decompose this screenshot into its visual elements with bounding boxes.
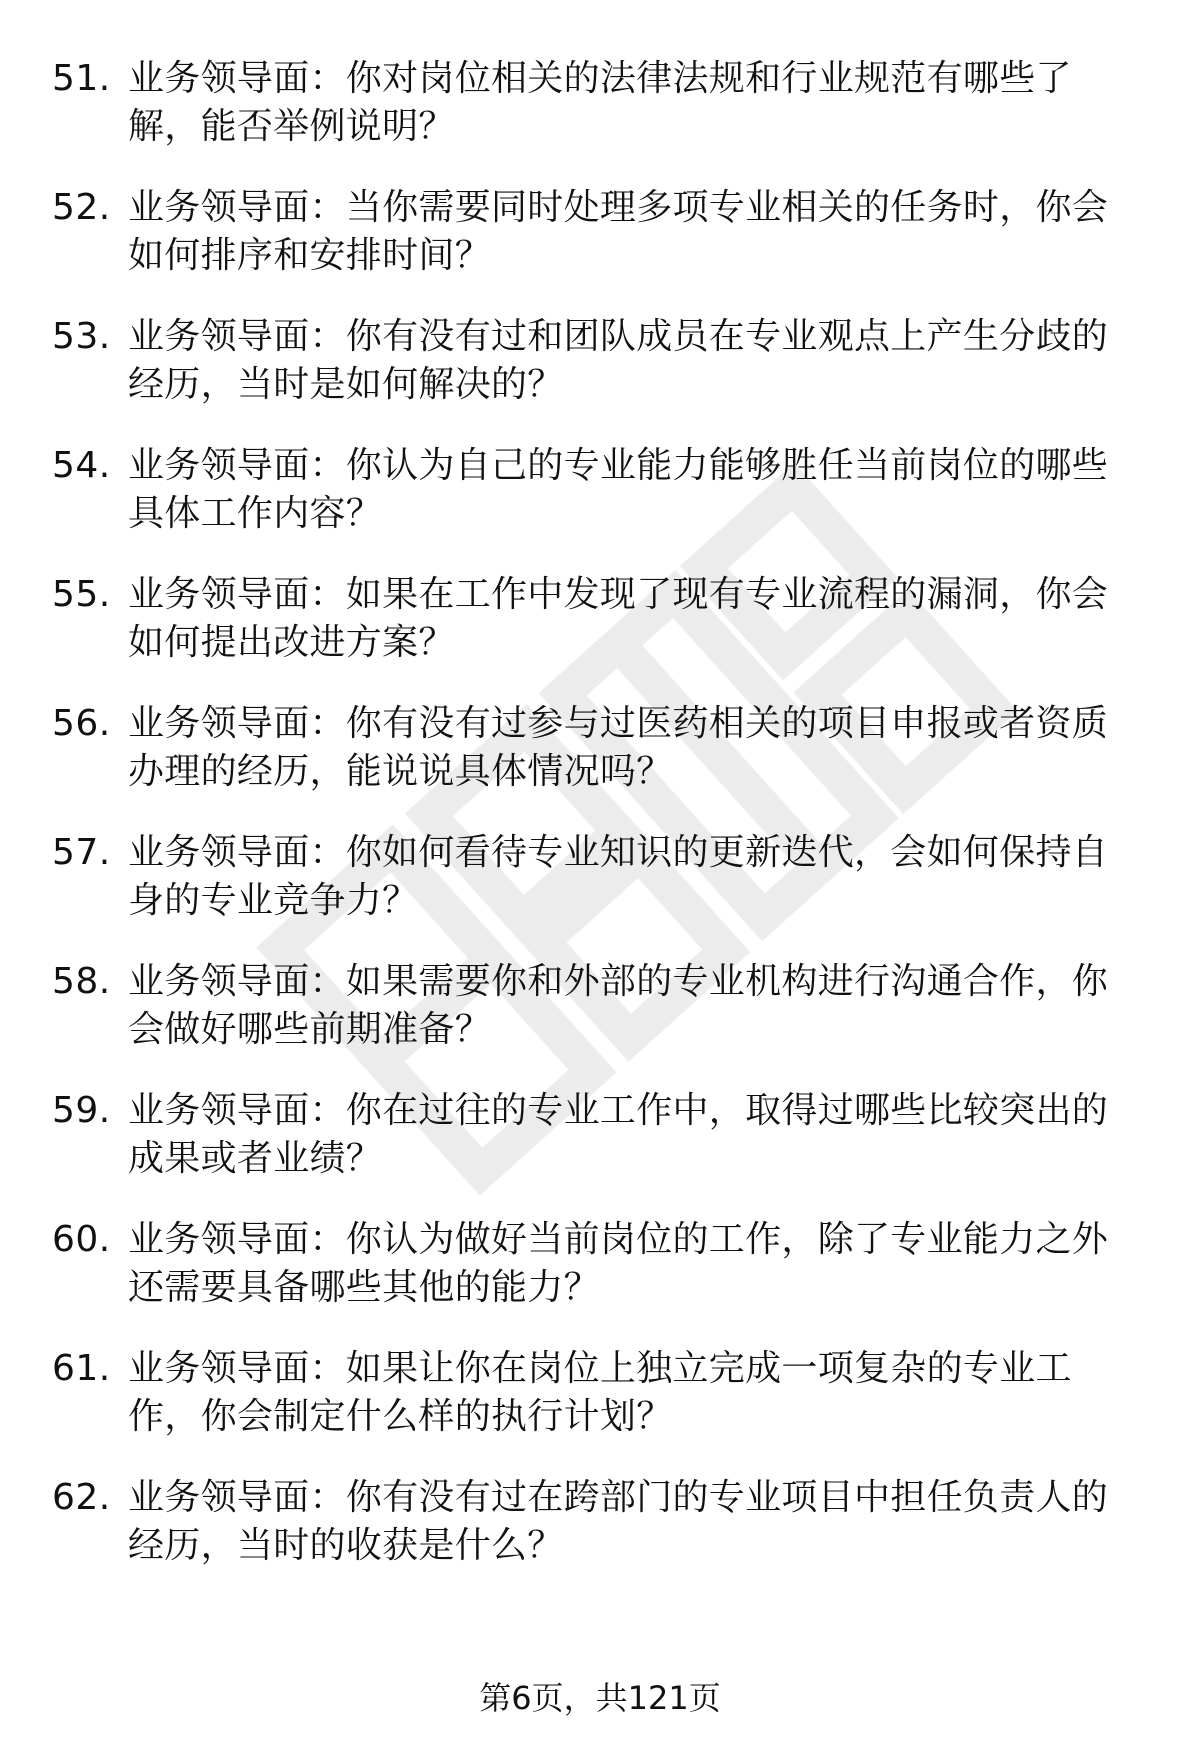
question-item (0, 1216, 1200, 1345)
question-text: 业务领导面：如果让你在岗位上独立完成一项复杂的专业工作，你会制定什么样的执行计划？ (128, 1348, 1072, 1437)
question-number: 58. (52, 961, 111, 1002)
question-number: 57. (52, 832, 111, 873)
question-item (0, 1345, 1200, 1474)
question-number: 61. (52, 1348, 111, 1389)
question-number: 60. (52, 1219, 111, 1260)
question-number: 51. (52, 58, 111, 99)
question-item (0, 313, 1200, 442)
question-text: 业务领导面：你有没有过参与过医药相关的项目申报或者资质办理的经历，能说说具体情况吗？ (128, 703, 1109, 792)
question-text: 业务领导面：你在过往的专业工作中，取得过哪些比较突出的成果或者业绩？ (128, 1090, 1109, 1179)
question-number: 56. (52, 703, 111, 744)
question-item (0, 829, 1200, 958)
question-number: 52. (52, 187, 111, 228)
question-number: 53. (52, 316, 111, 357)
question-number: 54. (52, 445, 111, 486)
question-text: 业务领导面：你有没有过和团队成员在专业观点上产生分歧的经历，当时是如何解决的？ (128, 316, 1109, 405)
question-item (0, 958, 1200, 1087)
question-text: 业务领导面：你认为做好当前岗位的工作，除了专业能力之外还需要具备哪些其他的能力？ (128, 1219, 1109, 1308)
question-item (0, 571, 1200, 700)
question-text: 业务领导面：你如何看待专业知识的更新迭代，会如何保持自身的专业竞争力？ (128, 832, 1109, 921)
question-text: 业务领导面：你对岗位相关的法律法规和行业规范有哪些了解，能否举例说明？ (128, 58, 1072, 147)
question-item (0, 1474, 1200, 1603)
question-text: 业务领导面：如果需要你和外部的专业机构进行沟通合作，你会做好哪些前期准备？ (128, 961, 1109, 1050)
question-item (0, 55, 1200, 184)
question-item (0, 442, 1200, 571)
question-number: 62. (52, 1477, 111, 1518)
question-item (0, 700, 1200, 829)
question-item (0, 1087, 1200, 1216)
question-list (0, 55, 1200, 1603)
question-text: 业务领导面：如果在工作中发现了现有专业流程的漏洞，你会如何提出改进方案？ (128, 574, 1109, 663)
page-number-footer: 第6页，共121页 (479, 1679, 721, 1717)
question-number: 59. (52, 1090, 111, 1131)
question-text: 业务领导面：你认为自己的专业能力能够胜任当前岗位的哪些具体工作内容？ (128, 445, 1109, 534)
question-text: 业务领导面：你有没有过在跨部门的专业项目中担任负责人的经历，当时的收获是什么？ (128, 1477, 1109, 1566)
question-number: 55. (52, 574, 111, 615)
question-item (0, 184, 1200, 313)
question-text: 业务领导面：当你需要同时处理多项专业相关的任务时，你会如何排序和安排时间？ (128, 187, 1109, 276)
